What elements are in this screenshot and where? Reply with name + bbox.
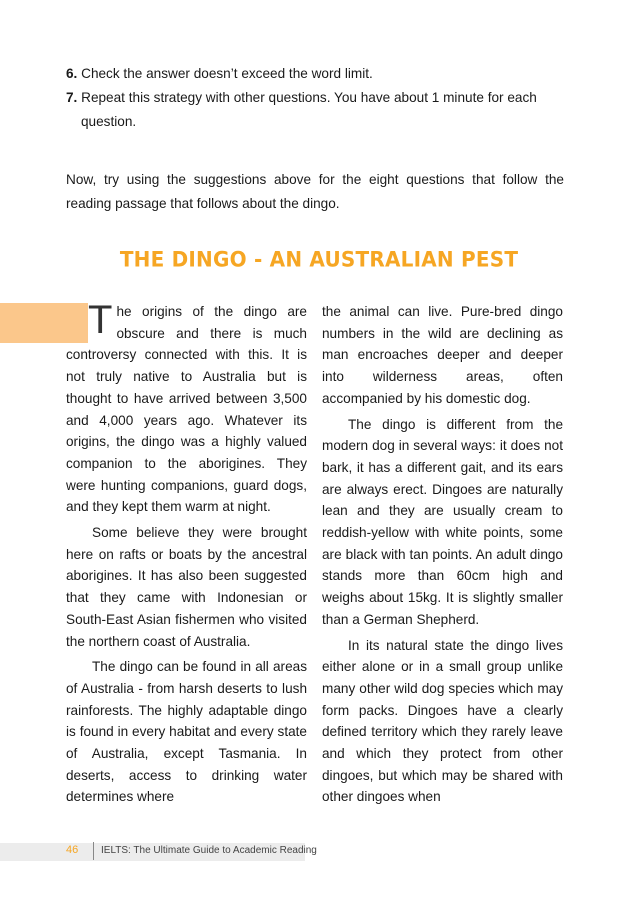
intro-paragraph: Now, try using the suggestions above for the eight questions that follow the reading passage that follows about the dingo. xyxy=(66,172,564,211)
paragraph: the animal can live. Pure-bred dingo numbers in the wild are declining as man encroaches deeper and deeper into wilderness areas, often accompanied by his domestic dog. xyxy=(322,304,563,406)
instruction-steps xyxy=(66,62,566,134)
step-text: Check the answer doesn’t exceed the word limit. xyxy=(81,66,373,81)
left-column xyxy=(66,298,307,808)
step-text-continuation: question. xyxy=(81,114,137,129)
step-number: 7. xyxy=(66,90,78,105)
paragraph xyxy=(66,298,307,518)
paragraph: The dingo can be found in all areas of Australia - from harsh deserts to lush rainforests. The highly adaptable dingo is found in every habitat and every state of Australia, except Tasmania. In deserts, access to drinking water determines where xyxy=(66,659,307,805)
drop-cap: T xyxy=(88,298,113,342)
right-column xyxy=(322,301,563,808)
page-number: 46 xyxy=(66,844,79,856)
footer-divider xyxy=(93,842,94,860)
step-text: Repeat this strategy with other questions. You have about 1 minute for each xyxy=(81,90,537,105)
passage-title: THE DINGO - AN AUSTRALIAN PEST xyxy=(119,246,519,272)
footer-book-title: IELTS: The Ultimate Guide to Academic Reading xyxy=(101,845,317,856)
step-7 xyxy=(66,86,566,134)
step-6 xyxy=(66,62,566,86)
step-number: 6. xyxy=(66,66,78,81)
paragraph: Some believe they were brought here on rafts or boats by the ancestral aborigines. It has also been suggested that they came with Indonesian or South-East Asian fishermen who visited the northern coast of Australia. xyxy=(66,525,307,649)
paragraph: In its natural state the dingo lives either alone or in a small group unlike many other wild dog species which may form packs. Dingoes have a clearly defined territory which they rarely leave and which they protect from other dingoes, but which may be shared with other dingoes when xyxy=(322,637,563,805)
paragraph: The dingo is different from the modern dog in several ways: it does not bark, it has a different gait, and its ears are always erect. Dingoes are naturally lean and they are usually cream to reddish-yellow with white points, some are black with tan points. An adult dingo stands more than 60cm high and weighs about 15kg. It is slightly smaller than a German Shepherd. xyxy=(322,416,563,627)
paragraph-text: he origins of the dingo are obscure and there is much controversy connected with this. It is not truly native to Australia but is thought to have arrived between 3,500 and 4,000 years ago. Whatever its origins, the dingo was a highly valued companion to the aborigines. They were hunting companions, guard dogs, and they kept them warm at night. xyxy=(66,304,307,515)
